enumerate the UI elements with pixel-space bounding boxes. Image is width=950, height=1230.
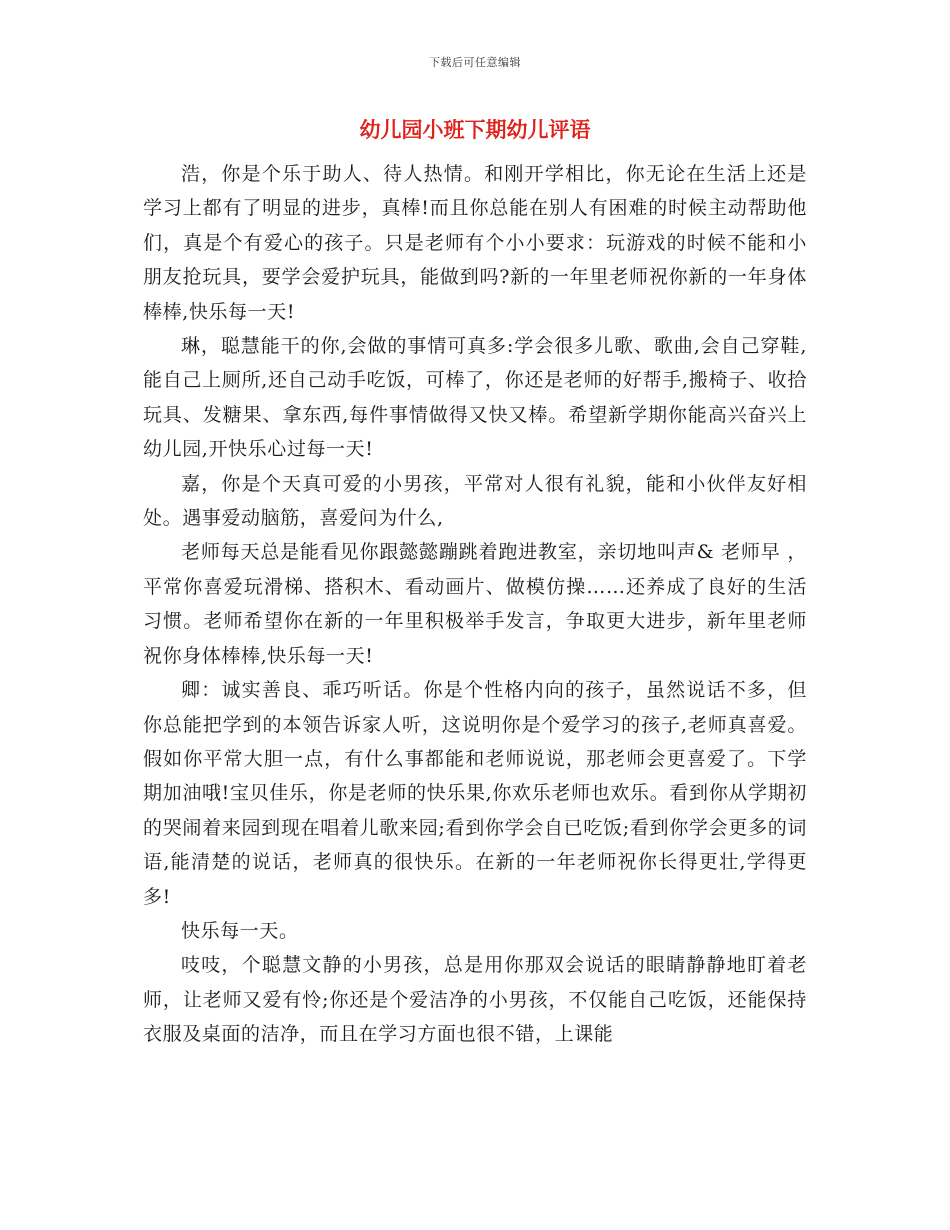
paragraph: 嘉，你是个天真可爱的小男孩，平常对人很有礼貌，能和小伙伴友好相处。遇事爱动脑筋，喜爱问为什么, bbox=[143, 472, 807, 530]
paragraph: 卿：诚实善良、乖巧听话。你是个性格内向的孩子，虽然说话不多，但你总能把学到的本领告诉家人听，这说明你是个爱学习的孩子,老师真喜爱。假如你平常大胆一点，有什么事都能和老师说说，那老师会更喜爱了。下学期加油哦!宝贝佳乐，你是老师的快乐果,你欢乐老师也欢乐。看到你从学期初的哭闹着来园到现在唱着儿歌来园;看到你学会自已吃饭;看到你学会更多的词语,能清楚的说话，老师真的很快乐。在新的一年老师祝你长得更壮,学得更多! bbox=[143, 679, 807, 908]
paragraph: 老师每天总是能看见你跟懿懿蹦跳着跑进教室，亲切地叫声& 老师早 ，平常你喜爱玩滑梯、搭积木、看动画片、做模仿操……还养成了良好的生活习惯。老师希望你在新的一年里积极举手发言，争取更大进步，新年里老师祝你身体棒棒,快乐每一天! bbox=[143, 541, 807, 667]
document-title: 幼儿园小班下期幼儿评语 bbox=[359, 118, 591, 142]
paragraph: 琳，聪慧能干的你,会做的事情可真多:学会很多儿歌、歌曲,会自己穿鞋,能自己上厕所,还自己动手吃饭，可棒了，你还是老师的好帮手,搬椅子、收拾玩具、发糖果、拿东西,每件事情做得又快又棒。希望新学期你能高兴奋兴上幼儿园,开快乐心过每一天! bbox=[143, 335, 807, 461]
paragraph: 浩，你是个乐于助人、待人热情。和刚开学相比，你无论在生活上还是学习上都有了明显的进步，真棒!而且你总能在别人有困难的时候主动帮助他们，真是个有爱心的孩子。只是老师有个小小要求：玩游戏的时候不能和小朋友抢玩具，要学会爱护玩具，能做到吗?新的一年里老师祝你新的一年身体棒棒,快乐每一天! bbox=[143, 163, 807, 323]
paragraph: 吱吱，个聪慧文静的小男孩，总是用你那双会说话的眼睛静静地盯着老师，让老师又爱有怜;你还是个爱洁净的小男孩，不仅能自己吃饭，还能保持衣服及桌面的洁净，而且在学习方面也很不错，上课能 bbox=[143, 954, 807, 1046]
header-note: 下载后可任意编辑 bbox=[429, 56, 521, 69]
document-body bbox=[143, 157, 807, 1052]
paragraph: 快乐每一天。 bbox=[181, 919, 299, 942]
